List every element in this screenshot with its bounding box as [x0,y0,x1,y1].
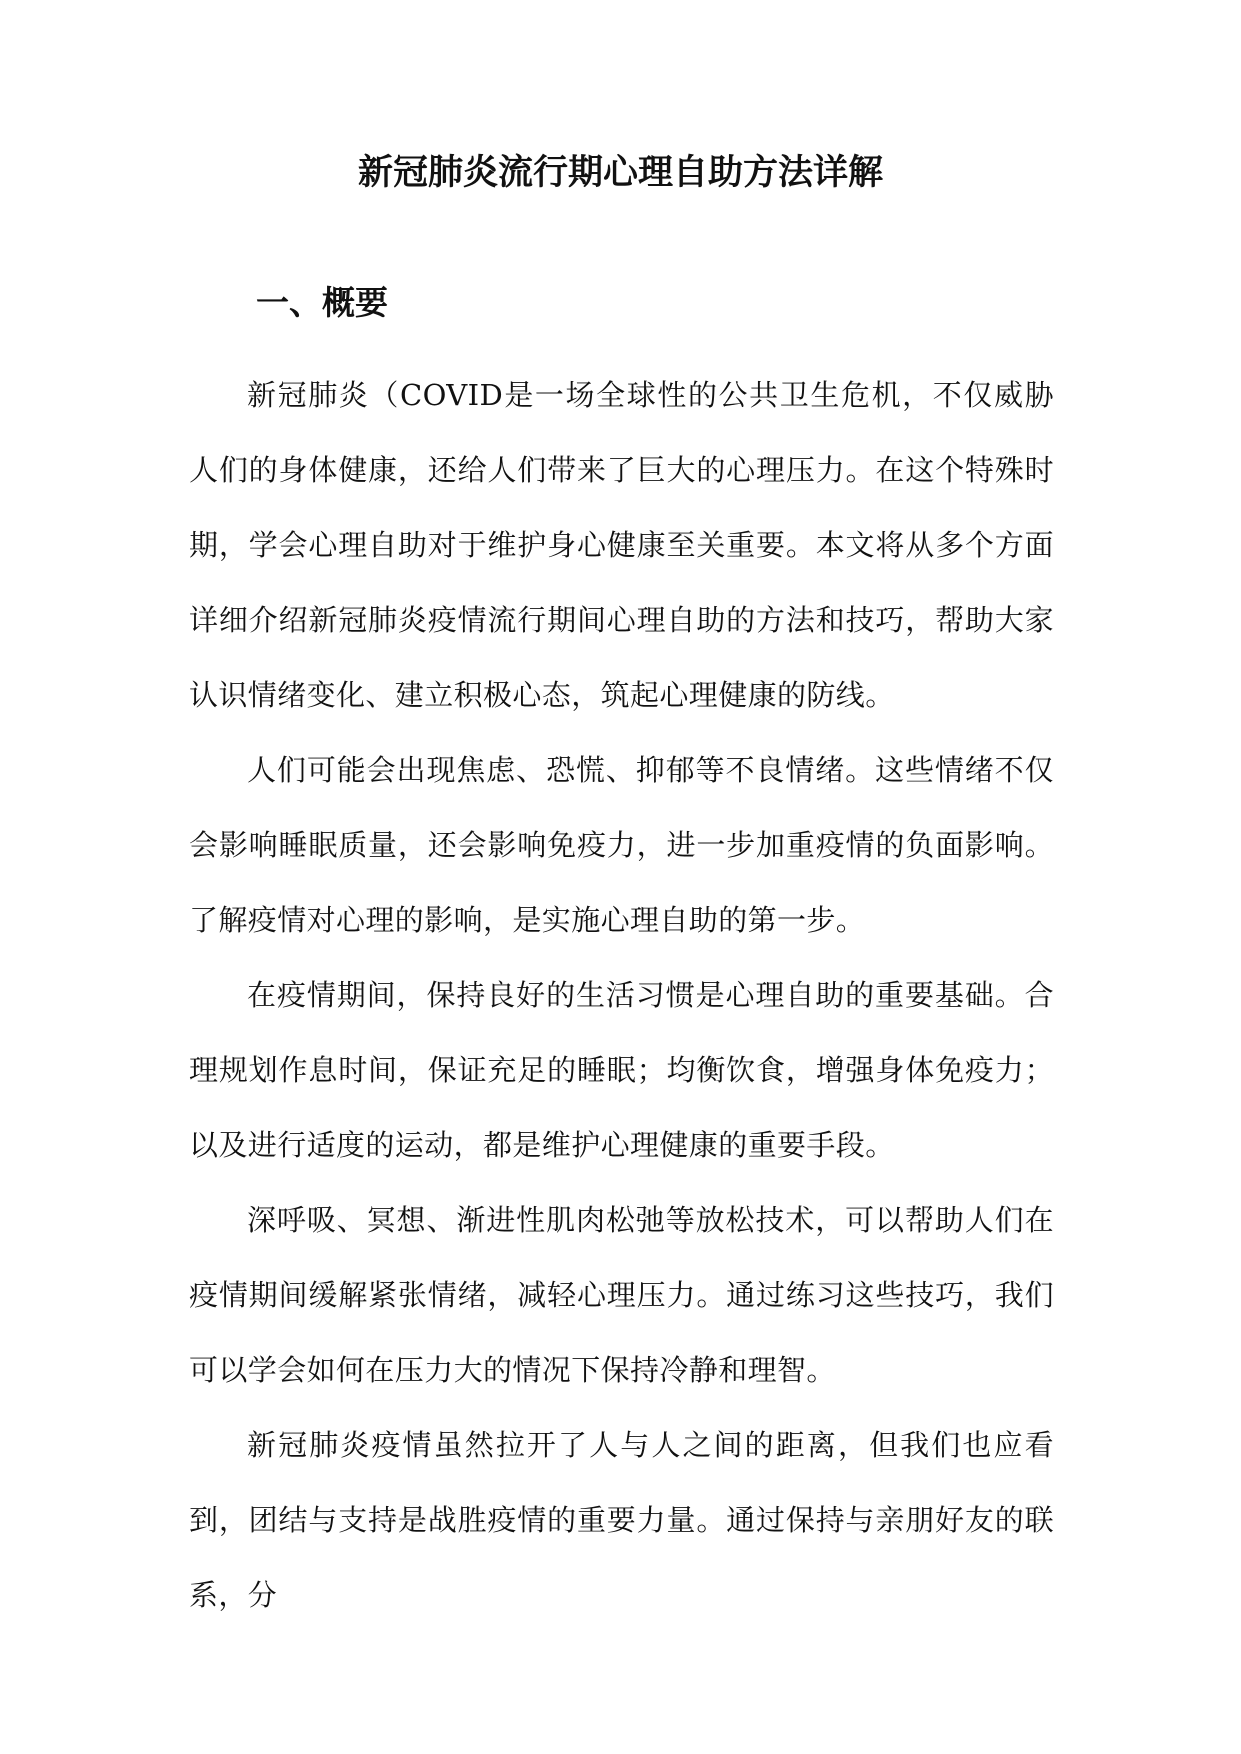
paragraph: 人们可能会出现焦虑、恐慌、抑郁等不良情绪。这些情绪不仅会影响睡眠质量，还会影响免疫力，进一步加重疫情的负面影响。了解疫情对心理的影响，是实施心理自助的第一步。 [189,753,1054,937]
paragraph: 深呼吸、冥想、渐进性肌肉松弛等放松技术，可以帮助人们在疫情期间缓解紧张情绪，减轻心理压力。通过练习这些技巧，我们可以学会如何在压力大的情况下保持冷静和理智。 [189,1203,1054,1387]
section-heading: 一、概要 [256,283,388,322]
paragraph: 新冠肺炎疫情虽然拉开了人与人之间的距离，但我们也应看到，团结与支持是战胜疫情的重要力量。通过保持与亲朋好友的联系，分 [189,1428,1054,1612]
document-title: 新冠肺炎流行期心理自助方法详解 [357,152,883,193]
paragraph: 在疫情期间，保持良好的生活习惯是心理自助的重要基础。合理规划作息时间，保证充足的睡眠；均衡饮食，增强身体免疫力；以及进行适度的运动，都是维护心理健康的重要手段。 [189,978,1054,1162]
document-body [189,358,1054,1633]
paragraph: 新冠肺炎（COVID是一场全球性的公共卫生危机，不仅威胁人们的身体健康，还给人们带来了巨大的心理压力。在这个特殊时期，学会心理自助对于维护身心健康至关重要。本文将从多个方面详细介绍新冠肺炎疫情流行期间心理自助的方法和技巧，帮助大家认识情绪变化、建立积极心态，筑起心理健康的防线。 [189,378,1054,712]
